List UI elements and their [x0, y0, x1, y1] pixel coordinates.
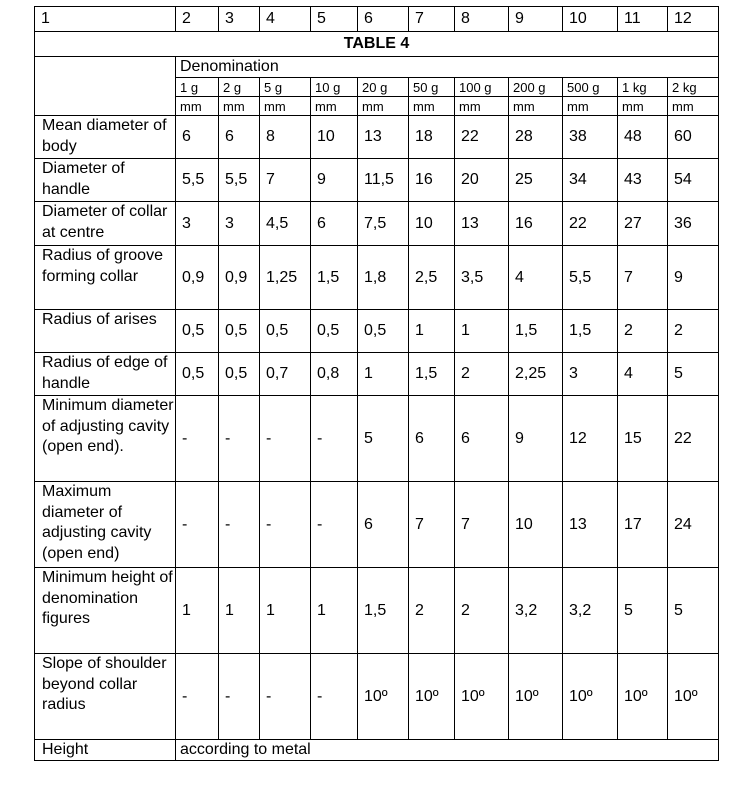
table-row	[35, 159, 719, 202]
value-cell: 10º	[509, 654, 563, 740]
value-cell: 0,7	[260, 353, 311, 396]
value-cell: 4	[509, 246, 563, 310]
table-title: TABLE 4	[35, 32, 719, 57]
mass-header: 5 g	[260, 78, 311, 97]
value-cell: -	[311, 396, 358, 482]
value-cell: 1	[409, 310, 455, 353]
unit-cell: mm	[618, 97, 668, 116]
column-number: 6	[358, 7, 409, 32]
value-cell: 22	[563, 202, 618, 246]
value-cell: 12	[563, 396, 618, 482]
value-cell: 0,9	[219, 246, 260, 310]
value-cell: 0,5	[176, 353, 219, 396]
value-cell: 1	[219, 568, 260, 654]
mass-header: 200 g	[509, 78, 563, 97]
value-cell: 1,5	[563, 310, 618, 353]
table-row	[35, 654, 719, 740]
value-cell: 5,5	[176, 159, 219, 202]
table-row	[35, 310, 719, 353]
value-cell: 6	[311, 202, 358, 246]
value-cell: 0,5	[311, 310, 358, 353]
value-cell: 5,5	[563, 246, 618, 310]
value-cell: 5	[668, 568, 719, 654]
value-cell: 9	[668, 246, 719, 310]
unit-cell: mm	[260, 97, 311, 116]
value-cell: -	[176, 396, 219, 482]
unit-cell: mm	[219, 97, 260, 116]
value-cell: -	[176, 654, 219, 740]
value-cell: 1	[455, 310, 509, 353]
value-cell: 5	[618, 568, 668, 654]
value-cell: 2	[668, 310, 719, 353]
value-cell: 3,5	[455, 246, 509, 310]
value-cell: 17	[618, 482, 668, 568]
value-cell: 36	[668, 202, 719, 246]
column-number: 4	[260, 7, 311, 32]
value-cell: 43	[618, 159, 668, 202]
denomination-row	[35, 57, 719, 78]
mass-header: 1 g	[176, 78, 219, 97]
value-cell: 60	[668, 116, 719, 159]
unit-cell: mm	[409, 97, 455, 116]
value-cell: 8	[260, 116, 311, 159]
value-cell: 0,5	[358, 310, 409, 353]
value-cell: 34	[563, 159, 618, 202]
unit-cell: mm	[176, 97, 219, 116]
value-cell: -	[260, 654, 311, 740]
value-cell: 4	[618, 353, 668, 396]
value-cell: -	[176, 482, 219, 568]
row-label: Minimum height of denomination figures	[35, 568, 176, 654]
value-cell: 20	[455, 159, 509, 202]
value-cell: 10º	[618, 654, 668, 740]
value-cell: 6	[176, 116, 219, 159]
header-corner-cell	[35, 57, 176, 116]
value-cell: -	[219, 482, 260, 568]
value-cell: 13	[358, 116, 409, 159]
unit-cell: mm	[358, 97, 409, 116]
row-label: Slope of shoulder beyond collar radius	[35, 654, 176, 740]
value-cell: 1,8	[358, 246, 409, 310]
table-row	[35, 568, 719, 654]
value-cell: 10	[409, 202, 455, 246]
column-number: 2	[176, 7, 219, 32]
value-cell: -	[260, 396, 311, 482]
table-row	[35, 396, 719, 482]
unit-cell: mm	[509, 97, 563, 116]
mass-header: 2 kg	[668, 78, 719, 97]
value-cell: 9	[509, 396, 563, 482]
value-cell: 9	[311, 159, 358, 202]
value-cell: 16	[409, 159, 455, 202]
row-label: Maximum diameter of adjusting cavity (open end)	[35, 482, 176, 568]
value-cell: 2	[455, 568, 509, 654]
column-number-row	[35, 7, 719, 32]
value-cell: 10º	[455, 654, 509, 740]
value-cell: 0,9	[176, 246, 219, 310]
value-cell: 7	[409, 482, 455, 568]
table-row	[35, 353, 719, 396]
row-label: Mean diameter of body	[35, 116, 176, 159]
row-label: Radius of arises	[35, 310, 176, 353]
value-cell: 22	[455, 116, 509, 159]
value-cell: 27	[618, 202, 668, 246]
value-cell: 2	[409, 568, 455, 654]
height-row	[35, 740, 719, 761]
value-cell: 1	[176, 568, 219, 654]
mass-header: 50 g	[409, 78, 455, 97]
value-cell: 1,25	[260, 246, 311, 310]
value-cell: 10º	[668, 654, 719, 740]
column-number: 5	[311, 7, 358, 32]
value-cell: -	[311, 654, 358, 740]
value-cell: 13	[455, 202, 509, 246]
unit-cell: mm	[311, 97, 358, 116]
value-cell: 48	[618, 116, 668, 159]
value-cell: 0,5	[176, 310, 219, 353]
row-label: Diameter of collar at centre	[35, 202, 176, 246]
value-cell: 1	[260, 568, 311, 654]
value-cell: 1	[358, 353, 409, 396]
value-cell: 0,5	[219, 353, 260, 396]
value-cell: 1,5	[311, 246, 358, 310]
value-cell: 3,2	[509, 568, 563, 654]
column-number: 8	[455, 7, 509, 32]
value-cell: 24	[668, 482, 719, 568]
value-cell: 6	[358, 482, 409, 568]
value-cell: 3,2	[563, 568, 618, 654]
value-cell: -	[311, 482, 358, 568]
unit-cell: mm	[563, 97, 618, 116]
value-cell: 3	[219, 202, 260, 246]
value-cell: 25	[509, 159, 563, 202]
mass-header: 100 g	[455, 78, 509, 97]
value-cell: 7	[260, 159, 311, 202]
column-number: 7	[409, 7, 455, 32]
title-row	[35, 32, 719, 57]
value-cell: 7	[455, 482, 509, 568]
value-cell: 5	[358, 396, 409, 482]
column-number: 11	[618, 7, 668, 32]
row-label: Radius of edge of handle	[35, 353, 176, 396]
value-cell: 6	[409, 396, 455, 482]
table-row	[35, 202, 719, 246]
value-cell: 1,5	[358, 568, 409, 654]
value-cell: 4,5	[260, 202, 311, 246]
value-cell: -	[219, 654, 260, 740]
value-cell: 0,5	[219, 310, 260, 353]
value-cell: 10	[509, 482, 563, 568]
value-cell: 2	[618, 310, 668, 353]
value-cell: 2,25	[509, 353, 563, 396]
value-cell: 10º	[563, 654, 618, 740]
value-cell: 2,5	[409, 246, 455, 310]
table-row	[35, 246, 719, 310]
value-cell: 13	[563, 482, 618, 568]
mass-header: 1 kg	[618, 78, 668, 97]
row-label: Minimum diameter of adjusting cavity (open end).	[35, 396, 176, 482]
value-cell: 5,5	[219, 159, 260, 202]
value-cell: -	[260, 482, 311, 568]
column-number: 1	[35, 7, 176, 32]
value-cell: 18	[409, 116, 455, 159]
unit-cell: mm	[455, 97, 509, 116]
row-label: Radius of groove forming collar	[35, 246, 176, 310]
column-number: 12	[668, 7, 719, 32]
column-number: 10	[563, 7, 618, 32]
value-cell: 10º	[409, 654, 455, 740]
row-label: Diameter of handle	[35, 159, 176, 202]
value-cell: -	[219, 396, 260, 482]
value-cell: 6	[455, 396, 509, 482]
mass-header: 20 g	[358, 78, 409, 97]
value-cell: 2	[455, 353, 509, 396]
value-cell: 10º	[358, 654, 409, 740]
table-4	[34, 6, 719, 761]
value-cell: 15	[618, 396, 668, 482]
table-row	[35, 116, 719, 159]
mass-header: 2 g	[219, 78, 260, 97]
value-cell: 7	[618, 246, 668, 310]
value-cell: 1,5	[509, 310, 563, 353]
value-cell: 28	[509, 116, 563, 159]
value-cell: 0,8	[311, 353, 358, 396]
value-cell: 3	[176, 202, 219, 246]
value-cell: 22	[668, 396, 719, 482]
value-cell: 11,5	[358, 159, 409, 202]
table-row	[35, 482, 719, 568]
value-cell: 10	[311, 116, 358, 159]
value-cell: 3	[563, 353, 618, 396]
value-cell: 7,5	[358, 202, 409, 246]
denomination-label: Denomination	[176, 57, 719, 78]
unit-cell: mm	[668, 97, 719, 116]
value-cell: 38	[563, 116, 618, 159]
height-value: according to metal	[176, 740, 719, 761]
value-cell: 1,5	[409, 353, 455, 396]
column-number: 9	[509, 7, 563, 32]
value-cell: 16	[509, 202, 563, 246]
value-cell: 54	[668, 159, 719, 202]
value-cell: 6	[219, 116, 260, 159]
value-cell: 1	[311, 568, 358, 654]
value-cell: 0,5	[260, 310, 311, 353]
column-number: 3	[219, 7, 260, 32]
value-cell: 5	[668, 353, 719, 396]
mass-header: 500 g	[563, 78, 618, 97]
mass-header: 10 g	[311, 78, 358, 97]
row-label: Height	[35, 740, 176, 761]
